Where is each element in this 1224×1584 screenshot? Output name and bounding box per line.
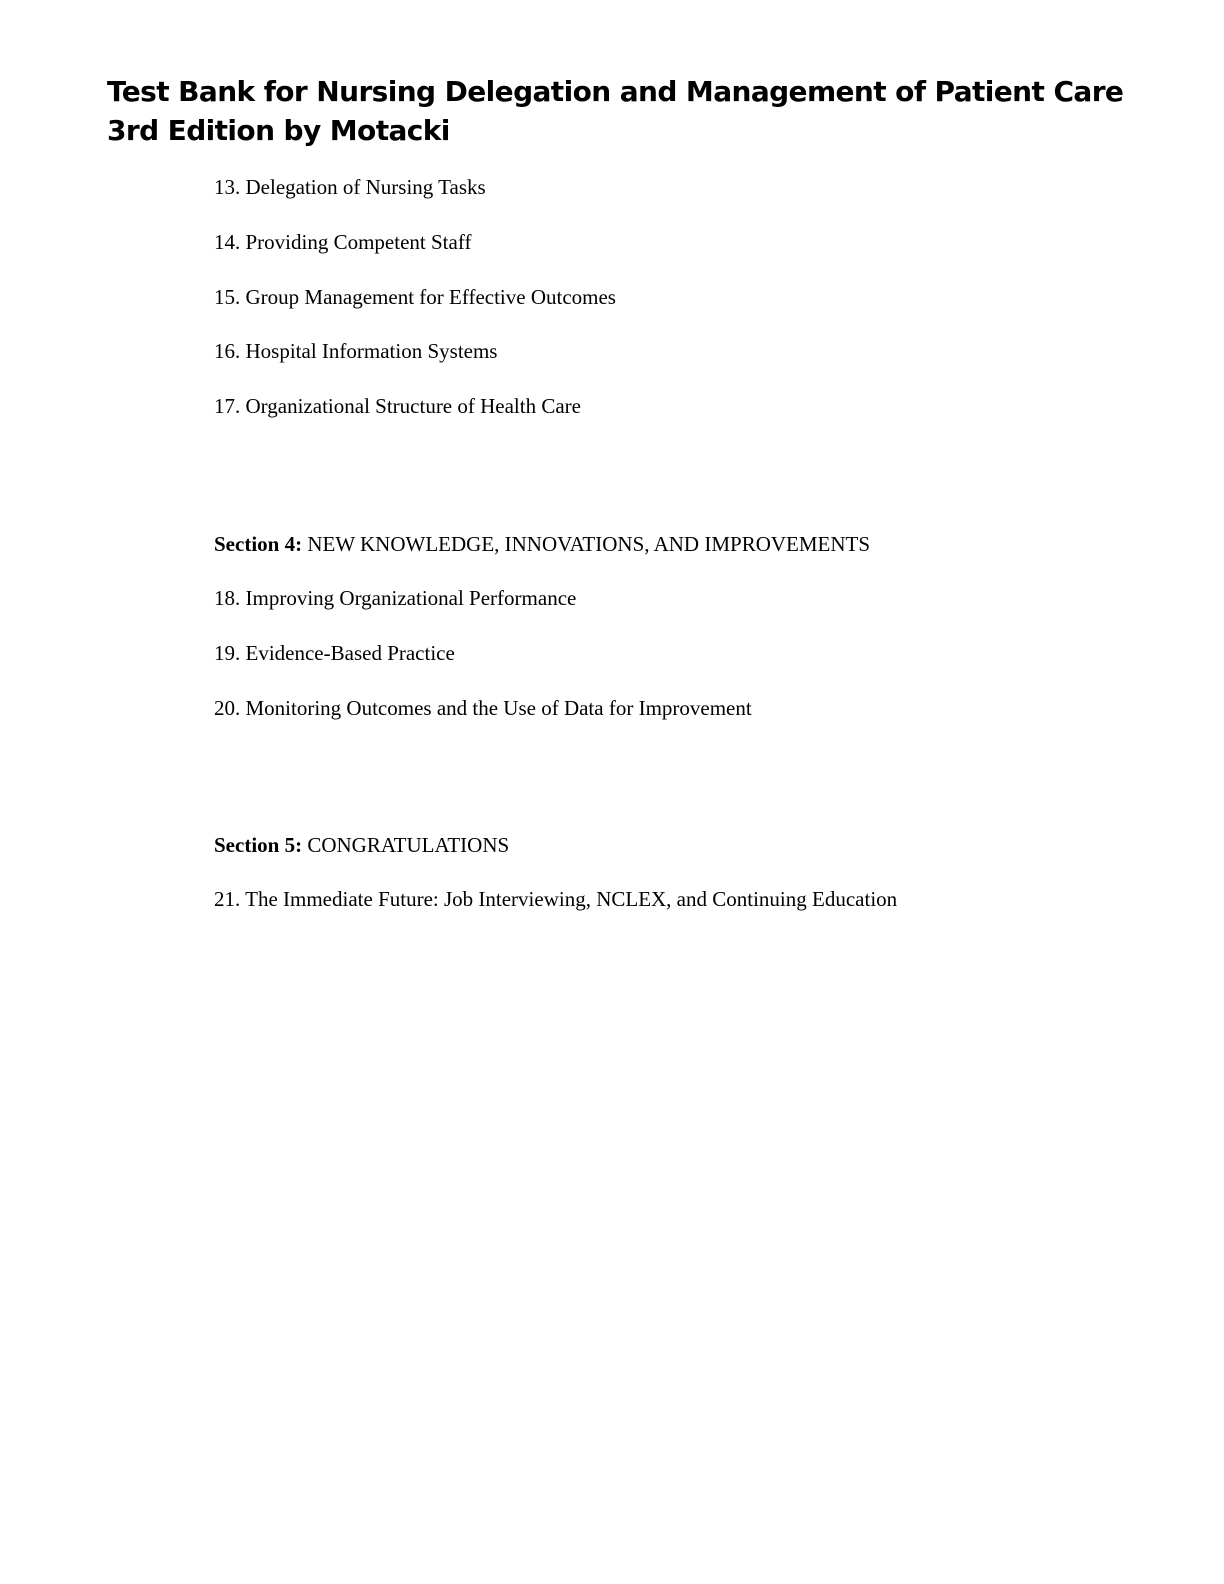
chapter-item: 20. Monitoring Outcomes and the Use of Data for Improvement — [214, 696, 752, 720]
chapter-item: 18. Improving Organizational Performance — [214, 586, 577, 610]
chapter-item: 14. Providing Competent Staff — [214, 230, 472, 254]
chapter-item: 16. Hospital Information Systems — [214, 339, 498, 363]
chapter-item: 21. The Immediate Future: Job Interviewing, NCLEX, and Continuing Education — [214, 887, 898, 911]
section-label: Section 4: — [214, 532, 308, 556]
section-heading — [214, 833, 509, 858]
chapter-item: 15. Group Management for Effective Outcomes — [214, 285, 616, 309]
chapter-item: 13. Delegation of Nursing Tasks — [214, 175, 486, 199]
document-title: Test Bank for Nursing Delegation and Management of Patient Care 3rd Edition by Motacki — [107, 75, 1124, 147]
section-name: CONGRATULATIONS — [307, 833, 510, 857]
section-label: Section 5: — [214, 833, 308, 857]
chapter-item: 19. Evidence-Based Practice — [214, 641, 455, 665]
section-name: NEW KNOWLEDGE, INNOVATIONS, AND IMPROVEMENTS — [307, 532, 871, 556]
chapter-item: 17. Organizational Structure of Health Care — [214, 394, 581, 418]
section-heading — [214, 532, 870, 557]
